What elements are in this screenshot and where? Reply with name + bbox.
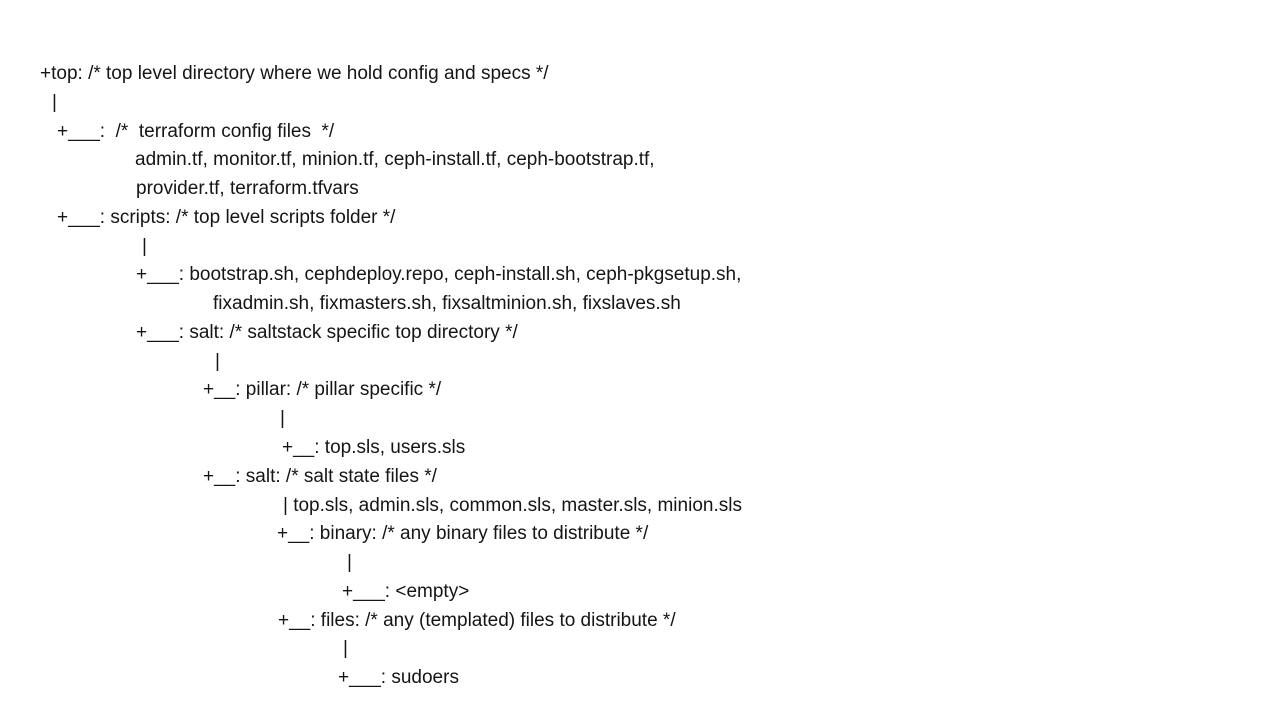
tree-line-tf-files-1: admin.tf, monitor.tf, minion.tf, ceph-install.tf, ceph-bootstrap.tf, <box>135 149 655 170</box>
tree-line-binary-dir: +__: binary: /* any binary files to distribute */ <box>277 523 649 544</box>
tree-line-scripts-dir: +___: scripts: /* top level scripts folder */ <box>57 207 396 228</box>
tree-connector-6: | <box>343 638 348 659</box>
tree-connector-1: | <box>52 92 57 113</box>
tree-line-files-sudoers: +___: sudoers <box>338 667 459 688</box>
tree-line-binary-empty: +___: <empty> <box>342 581 470 602</box>
tree-line-tf-files-2: provider.tf, terraform.tfvars <box>136 178 359 199</box>
tree-line-pillar-dir: +__: pillar: /* pillar specific */ <box>203 379 442 400</box>
tree-line-salt-states-dir: +__: salt: /* salt state files */ <box>203 466 437 487</box>
tree-connector-5: | <box>347 552 352 573</box>
tree-line-files-dir: +__: files: /* any (templated) files to distribute */ <box>278 610 676 631</box>
tree-line-script-files-2: fixadmin.sh, fixmasters.sh, fixsaltminion.sh, fixslaves.sh <box>213 293 681 314</box>
tree-line-root: +top: /* top level directory where we hold config and specs */ <box>40 63 549 84</box>
tree-line-pillar-files: +__: top.sls, users.sls <box>282 437 466 458</box>
tree-connector-4: | <box>280 408 285 429</box>
tree-line-terraform-dir: +___: /* terraform config files */ <box>57 121 335 142</box>
tree-connector-3: | <box>215 351 220 372</box>
tree-line-salt-dir: +___: salt: /* saltstack specific top directory */ <box>136 322 518 343</box>
tree-connector-2: | <box>142 236 147 257</box>
tree-line-script-files-1: +___: bootstrap.sh, cephdeploy.repo, ceph-install.sh, ceph-pkgsetup.sh, <box>136 264 742 285</box>
tree-line-salt-state-files: | top.sls, admin.sls, common.sls, master.sls, minion.sls <box>283 495 742 516</box>
